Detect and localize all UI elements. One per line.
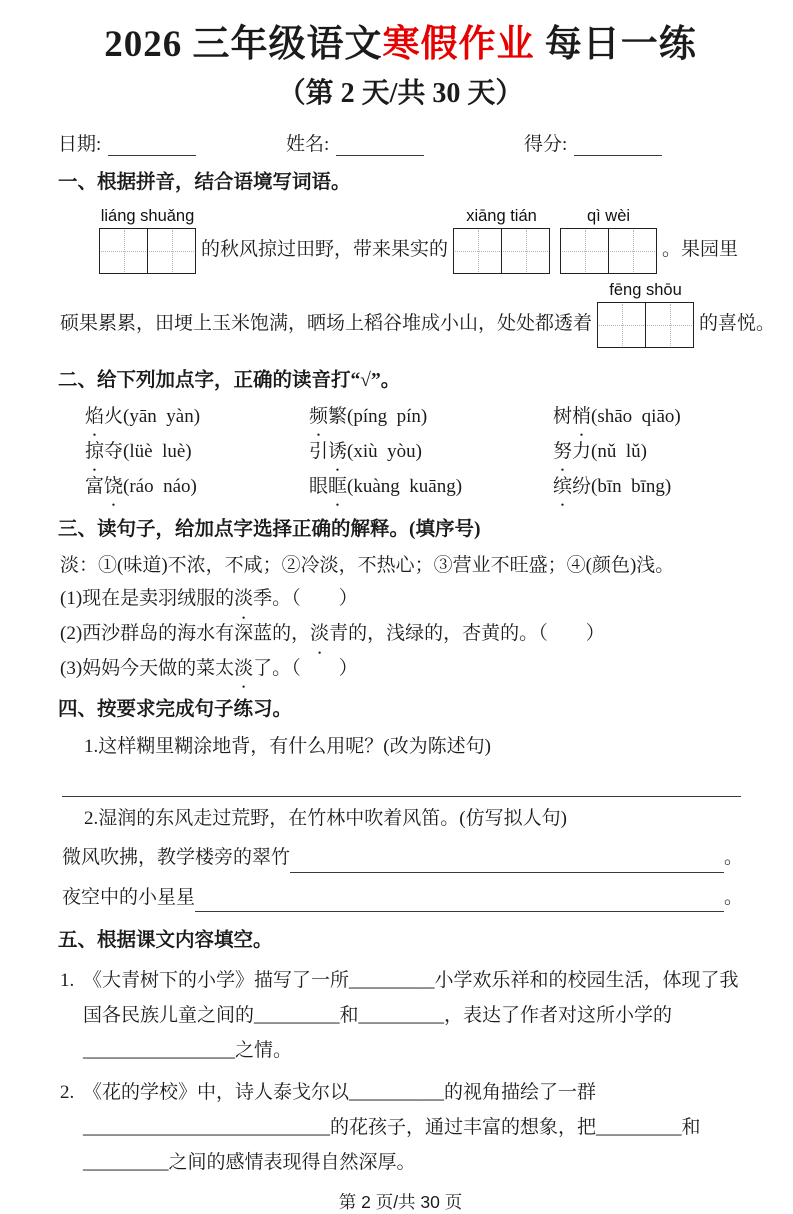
dotted-char: 努: [553, 440, 573, 462]
word-part: 夺: [104, 440, 124, 462]
pinyin-options[interactable]: (yān yàn): [123, 405, 201, 427]
definitions-line: 淡：①(味道)不浓，不咸；②冷淡，不热心；③营业不旺盛；④(颜色)浅。: [60, 555, 675, 577]
page-subtitle: （第 2 天/共 30 天）: [277, 77, 524, 109]
pinyin-writing-group-feng-shou: [597, 280, 694, 348]
name-field: [286, 129, 524, 156]
pinyin-writing-group-xiang-tian: [453, 206, 550, 274]
word-part: 力: [572, 440, 592, 462]
word-part: 树: [553, 405, 573, 427]
pinyin-writing-group-liang-shuang: [99, 206, 196, 274]
pinyin-row-2: [60, 280, 776, 348]
pinyin-options[interactable]: (ráo náo): [123, 475, 197, 497]
word-part: 纷: [572, 475, 592, 497]
answer-parens[interactable]: （ ）: [291, 588, 358, 610]
grid-cell[interactable]: [598, 303, 645, 347]
grid-cell[interactable]: [608, 229, 656, 273]
sentence-part: 青的，浅绿的，杏黄的。: [329, 623, 539, 645]
pinyin-label: xiāng tián: [466, 206, 537, 225]
pinyin-options[interactable]: (nǔ lǔ): [591, 440, 647, 462]
cloze-item-1: [58, 963, 743, 1069]
answer-parens[interactable]: （ ）: [291, 658, 358, 680]
word-part: 火: [104, 405, 124, 427]
item-number: 2.: [60, 1081, 75, 1103]
pronunciation-item: [553, 400, 743, 435]
fill-suffix: 。: [723, 847, 743, 869]
title-suffix: 每日一练: [534, 24, 697, 65]
dotted-char: 掠: [85, 440, 105, 462]
sentence-2: [60, 617, 743, 652]
dotted-char: 梢: [572, 405, 592, 427]
name-label: 姓名:: [286, 133, 330, 155]
grid-cell[interactable]: [147, 229, 195, 273]
sentence-1: [60, 582, 743, 617]
fill-prefix: 微风吹拂，教学楼旁的翠竹: [62, 847, 291, 869]
writing-grid[interactable]: [560, 228, 657, 274]
word-part: 眼: [309, 475, 329, 497]
score-field: [524, 129, 662, 156]
dotted-char: 频: [309, 405, 329, 427]
fill-blank[interactable]: [290, 852, 724, 873]
fill-line-b: [62, 884, 743, 913]
pronunciation-item: [85, 470, 309, 505]
date-label: 日期:: [58, 133, 102, 155]
dotted-char: 淡: [234, 658, 254, 680]
dotted-char: 饶: [104, 475, 124, 497]
pinyin-options[interactable]: (lüè luè): [123, 440, 192, 462]
fill-suffix: 。: [723, 886, 743, 908]
sentence-part: 季。: [253, 588, 292, 610]
pronunciation-item: [553, 470, 743, 505]
word-part: 繁: [328, 405, 348, 427]
section1-heading: 一、根据拼音，结合语境写词语。: [58, 171, 351, 193]
writing-grid[interactable]: [597, 302, 694, 348]
section3-heading: 三、读句子，给加点字选择正确的解释。(填序号): [58, 518, 481, 540]
pinyin-label: liáng shuǎng: [100, 206, 195, 225]
pinyin-row-1: [94, 206, 743, 274]
pronunciation-item: [309, 470, 553, 505]
sentence-text: 硕果累累，田埂上玉米饱满，晒场上稻谷堆成小山，处处都透着: [60, 313, 593, 335]
dotted-char: 焰: [85, 405, 105, 427]
grid-cell[interactable]: [501, 229, 549, 273]
sentence-text: 的喜悦。: [699, 313, 776, 335]
question-1: 1.这样糊里糊涂地背，有什么用呢？(改为陈述句): [84, 736, 491, 758]
header-fields: [58, 129, 743, 156]
dotted-char: 淡: [310, 623, 330, 645]
writing-grid[interactable]: [453, 228, 550, 274]
grid-cell[interactable]: [454, 229, 501, 273]
fill-prefix: 夜空中的小星星: [62, 886, 196, 908]
pinyin-options[interactable]: (píng pín): [347, 405, 428, 427]
name-blank[interactable]: [336, 135, 424, 156]
sentence-text: 。果园里: [662, 239, 739, 261]
pronunciation-item: [85, 400, 309, 435]
question-2: 2.湿润的东风走过荒野，在竹林中吹着风笛。(仿写拟人句): [84, 807, 567, 829]
grid-cell[interactable]: [100, 229, 147, 273]
cloze-text[interactable]: 《花的学校》中，诗人泰戈尔以__________的视角描绘了一群__________________________的花孩子，通过丰富的想象，把_________和_________之间的感情表现得自然深厚。: [83, 1081, 701, 1174]
dotted-char: 淡: [234, 588, 254, 610]
section2-heading: 二、给下列加点字，正确的读音打“√”。: [58, 369, 401, 391]
date-blank[interactable]: [108, 135, 196, 156]
pinyin-options[interactable]: (shāo qiāo): [591, 405, 681, 427]
cloze-text[interactable]: 《大青树下的小学》描写了一所_________小学欢乐祥和的校园生活，体现了我国各民族儿童之间的_________和_________，表达了作者对这所小学的________________之情。: [83, 969, 739, 1062]
pinyin-writing-group-qi-wei: [560, 206, 657, 274]
fill-blank[interactable]: [195, 891, 724, 912]
page-title: [58, 24, 743, 67]
pinyin-options[interactable]: (bīn bīng): [591, 475, 672, 497]
sentence-part: (3)妈妈今天做的菜太: [60, 658, 235, 680]
dotted-char: 缤: [553, 475, 573, 497]
title-highlight: 寒假作业: [382, 24, 535, 65]
pinyin-label: qì wèi: [586, 206, 631, 225]
pronunciation-item: [309, 400, 553, 435]
word-part: 富: [85, 475, 105, 497]
answer-blank-line[interactable]: [62, 762, 741, 797]
sentence-text: 的秋风掠过田野，带来果实的: [201, 239, 449, 261]
score-blank[interactable]: [574, 135, 662, 156]
section4-heading: 四、按要求完成句子练习。: [58, 699, 293, 721]
sentence-part: 了。: [253, 658, 292, 680]
date-field: [58, 129, 286, 156]
item-number: 1.: [60, 969, 75, 991]
section5-heading: 五、根据课文内容填空。: [58, 930, 273, 952]
pinyin-options[interactable]: (kuàng kuāng): [347, 475, 463, 497]
dotted-char: 诱: [328, 440, 348, 462]
page-number: 第 2 页/共 30 页: [338, 1191, 463, 1212]
fill-line-a: [62, 844, 743, 873]
sentence-part: (2)西沙群岛的海水有深蓝的，: [60, 623, 311, 645]
pinyin-options[interactable]: (xiù yòu): [347, 440, 422, 462]
title-prefix: 2026 三年级语文: [104, 24, 383, 65]
sentence-part: (1)现在是卖羽绒服的: [60, 588, 235, 610]
pronunciation-item: [85, 435, 309, 470]
grid-cell[interactable]: [645, 303, 693, 347]
score-label: 得分:: [524, 133, 568, 155]
answer-parens[interactable]: （ ）: [538, 623, 605, 645]
pronunciation-item: [309, 435, 553, 470]
grid-cell[interactable]: [561, 229, 608, 273]
pronunciation-grid: [85, 400, 743, 505]
word-part: 引: [309, 440, 329, 462]
pinyin-label: fēng shōu: [609, 280, 682, 299]
dotted-char: 眶: [328, 475, 348, 497]
sentence-3: [60, 652, 743, 687]
cloze-item-2: [58, 1075, 743, 1181]
writing-grid[interactable]: [99, 228, 196, 274]
